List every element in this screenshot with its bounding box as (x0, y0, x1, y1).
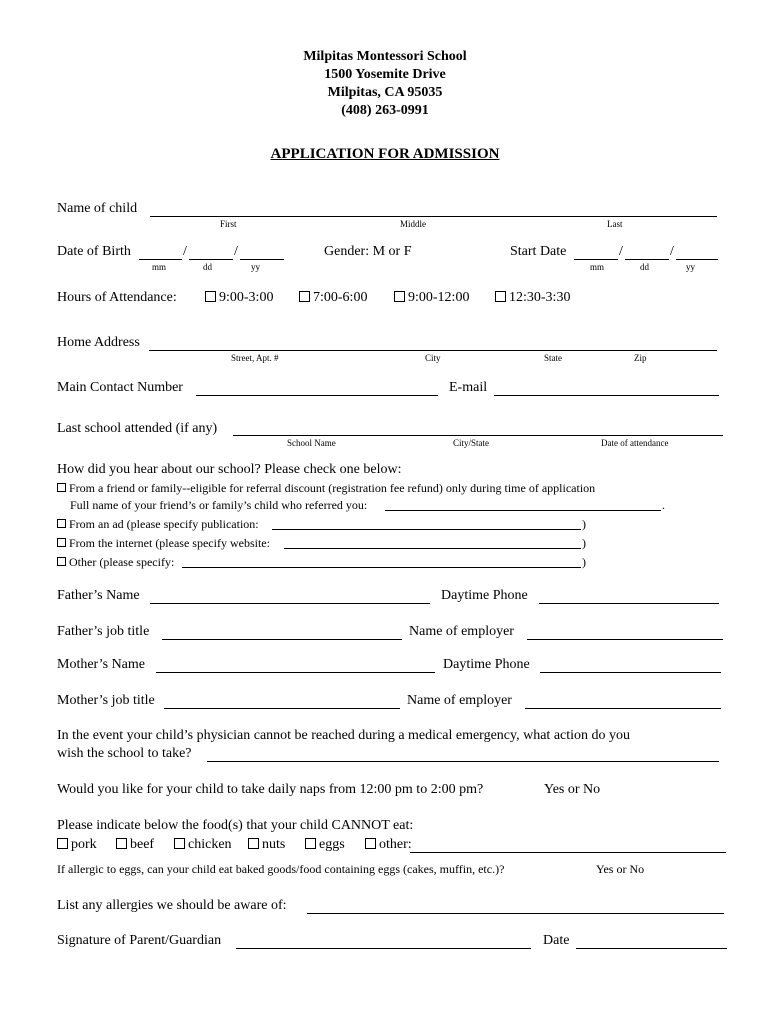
school-city: Milpitas, CA 95035 (327, 85, 443, 100)
address-state-hint: State (544, 353, 562, 363)
checkbox-icon[interactable] (495, 291, 506, 302)
signature-label: Signature of Parent/Guardian (57, 933, 222, 948)
address-street-hint: Street, Apt. # (231, 353, 279, 363)
checkbox-icon[interactable] (205, 291, 216, 302)
mother-job-field[interactable] (164, 708, 400, 709)
checkbox-icon[interactable] (394, 291, 405, 302)
food-option-chicken[interactable]: chicken (174, 837, 232, 853)
start-mm-hint: mm (590, 262, 605, 272)
start-slash-1: / (619, 244, 623, 259)
form-title: APPLICATION FOR ADMISSION (270, 146, 500, 162)
hear-option-other[interactable]: Other (please specify: (57, 555, 174, 570)
address-zip-hint: Zip (634, 353, 647, 363)
dob-yy-hint: yy (251, 262, 260, 272)
hours-option-4[interactable]: 12:30-3:30 (495, 290, 570, 306)
foods-question: Please indicate below the food(s) that your child CANNOT eat: (57, 818, 414, 833)
checkbox-icon[interactable] (116, 838, 127, 849)
food-other-field[interactable] (410, 852, 726, 853)
school-phone: (408) 263-0991 (341, 103, 429, 118)
emergency-question-line2: wish the school to take? (57, 746, 192, 761)
hear-option-internet[interactable]: From the internet (please specify website: (57, 536, 270, 551)
child-name-label: Name of child (57, 201, 138, 216)
checkbox-icon[interactable] (365, 838, 376, 849)
contact-field[interactable] (196, 395, 438, 396)
last-school-label: Last school attended (if any) (57, 421, 218, 436)
hours-option-2[interactable]: 7:00-6:00 (299, 290, 367, 306)
mother-employer-field[interactable] (525, 708, 721, 709)
dob-slash-1: / (183, 244, 187, 259)
child-name-middle-hint: Middle (400, 219, 426, 229)
start-slash-2: / (670, 244, 674, 259)
school-street: 1500 Yosemite Drive (324, 67, 446, 82)
internet-field[interactable] (284, 548, 581, 549)
other-close-paren: ) (582, 555, 586, 569)
checkbox-icon[interactable] (57, 557, 66, 566)
father-name-label: Father’s Name (57, 588, 140, 603)
dob-dd-hint: dd (203, 262, 212, 272)
eggs-answer[interactable]: Yes or No (596, 862, 645, 876)
food-option-nuts[interactable]: nuts (248, 837, 285, 853)
emergency-field[interactable] (207, 761, 719, 762)
friend-name-label: Full name of your friend’s or family’s child who referred you: (70, 498, 368, 512)
dob-month-field[interactable] (139, 259, 182, 260)
signature-date-label: Date (543, 933, 570, 948)
food-option-other[interactable]: other: (365, 837, 412, 853)
father-phone-label: Daytime Phone (441, 588, 528, 603)
father-employer-label: Name of employer (409, 624, 514, 639)
dob-slash-2: / (234, 244, 238, 259)
start-day-field[interactable] (625, 259, 669, 260)
checkbox-icon[interactable] (305, 838, 316, 849)
last-school-city-hint: City/State (453, 438, 489, 448)
checkbox-icon[interactable] (57, 838, 68, 849)
email-label: E-mail (449, 380, 488, 395)
friend-name-period: . (662, 498, 665, 512)
ad-field[interactable] (272, 529, 581, 530)
start-dd-hint: dd (640, 262, 649, 272)
dob-mm-hint: mm (152, 262, 167, 272)
ad-close-paren: ) (582, 517, 586, 531)
start-month-field[interactable] (574, 259, 618, 260)
father-phone-field[interactable] (539, 603, 719, 604)
mother-employer-label: Name of employer (407, 693, 512, 708)
hours-label: Hours of Attendance: (57, 290, 177, 305)
father-job-field[interactable] (162, 639, 402, 640)
address-label: Home Address (57, 335, 140, 350)
dob-year-field[interactable] (240, 259, 284, 260)
school-name: Milpitas Montessori School (303, 49, 467, 64)
mother-phone-label: Daytime Phone (443, 657, 530, 672)
child-name-field[interactable] (150, 216, 717, 217)
dob-day-field[interactable] (189, 259, 233, 260)
checkbox-icon[interactable] (174, 838, 185, 849)
eggs-question: If allergic to eggs, can your child eat baked goods/food containing eggs (cakes, muffin, etc.)? (57, 862, 505, 876)
father-employer-field[interactable] (527, 639, 723, 640)
child-name-last-hint: Last (607, 219, 623, 229)
father-name-field[interactable] (150, 603, 430, 604)
checkbox-icon[interactable] (299, 291, 310, 302)
hours-option-1[interactable]: 9:00-3:00 (205, 290, 273, 306)
address-city-hint: City (425, 353, 441, 363)
checkbox-icon[interactable] (57, 483, 66, 492)
mother-name-field[interactable] (156, 672, 435, 673)
email-field[interactable] (494, 395, 719, 396)
checkbox-icon[interactable] (57, 519, 66, 528)
friend-name-field[interactable] (385, 510, 661, 511)
naps-question: Would you like for your child to take daily naps from 12:00 pm to 2:00 pm? (57, 782, 484, 797)
hear-question: How did you hear about our school? Please check one below: (57, 462, 402, 477)
allergies-field[interactable] (307, 913, 724, 914)
contact-label: Main Contact Number (57, 380, 183, 395)
signature-field[interactable] (236, 948, 531, 949)
food-option-pork[interactable]: pork (57, 837, 97, 853)
mother-phone-field[interactable] (540, 672, 721, 673)
food-option-beef[interactable]: beef (116, 837, 154, 853)
last-school-name-hint: School Name (287, 438, 336, 448)
father-job-label: Father’s job title (57, 624, 150, 639)
dob-label: Date of Birth (57, 244, 131, 259)
checkbox-icon[interactable] (57, 538, 66, 547)
other-field[interactable] (182, 567, 581, 568)
start-date-label: Start Date (510, 244, 567, 259)
signature-date-field[interactable] (576, 948, 727, 949)
hours-option-3[interactable]: 9:00-12:00 (394, 290, 469, 306)
checkbox-icon[interactable] (248, 838, 259, 849)
start-yy-hint: yy (686, 262, 695, 272)
last-school-field[interactable] (233, 435, 723, 436)
hear-option-friend[interactable]: From a friend or family--eligible for referral discount (registration fee refund) only during time of application (57, 481, 595, 496)
address-field[interactable] (149, 350, 717, 351)
gender-label[interactable]: Gender: M or F (324, 244, 412, 259)
naps-answer[interactable]: Yes or No (544, 782, 601, 797)
start-year-field[interactable] (676, 259, 718, 260)
child-name-first-hint: First (220, 219, 237, 229)
internet-close-paren: ) (582, 536, 586, 550)
hear-option-ad[interactable]: From an ad (please specify publication: (57, 517, 259, 532)
last-school-date-hint: Date of attendance (601, 438, 669, 448)
mother-name-label: Mother’s Name (57, 657, 145, 672)
mother-job-label: Mother’s job title (57, 693, 155, 708)
emergency-question-line1: In the event your child’s physician cannot be reached during a medical emergency, what action do you (57, 728, 631, 743)
allergies-label: List any allergies we should be aware of: (57, 898, 287, 913)
food-option-eggs[interactable]: eggs (305, 837, 345, 853)
